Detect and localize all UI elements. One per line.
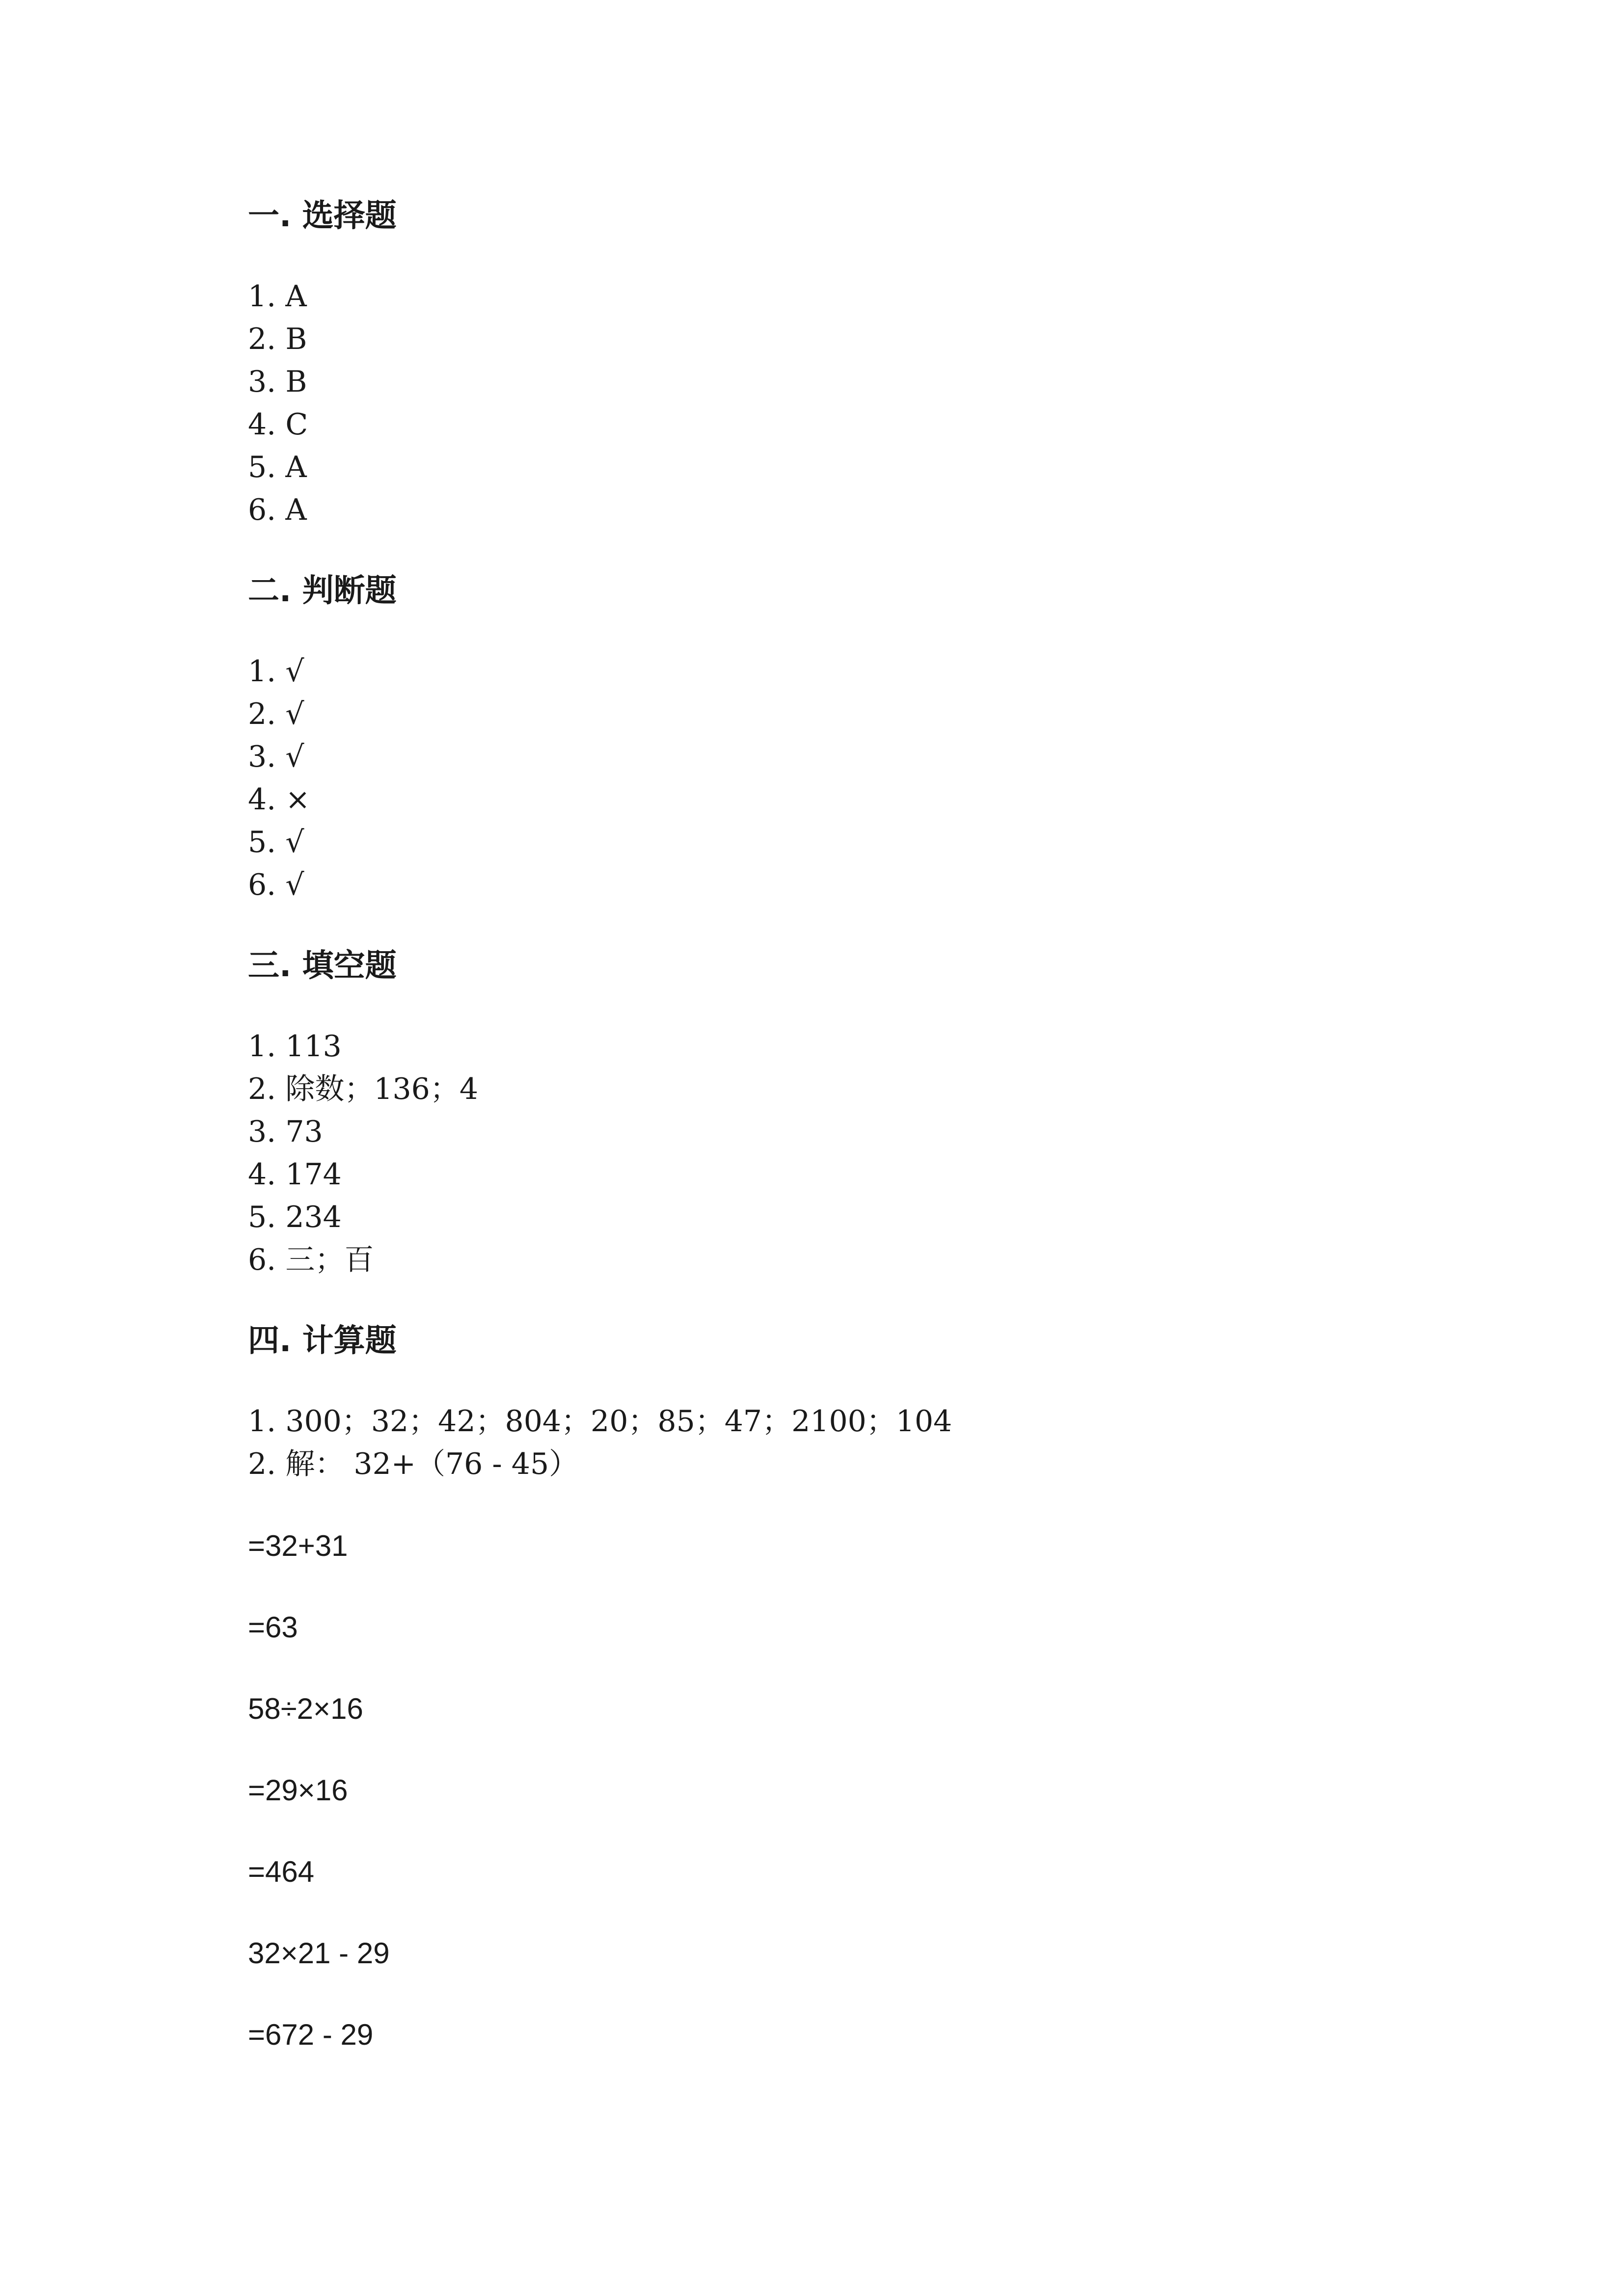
list-item: 1. 300；32；42；804；20；85；47；2100；104 xyxy=(248,1404,952,1439)
list-item: 6. 三；百 xyxy=(248,1243,374,1277)
choice-answers-list xyxy=(248,275,1426,532)
list-item: 2. √ xyxy=(248,697,304,731)
list-item: 5. A xyxy=(248,450,307,484)
section-title-judgment: 二. 判断题 xyxy=(248,573,397,609)
list-item: 3. √ xyxy=(248,740,304,774)
list-item: 2. B xyxy=(248,322,307,356)
list-item: 3. 73 xyxy=(248,1115,323,1149)
calc-step: =29×16 xyxy=(248,1774,348,1807)
calc-step: =32+31 xyxy=(248,1529,348,1562)
fill-blank-answers-list xyxy=(248,1025,1426,1281)
list-item: 1. √ xyxy=(248,654,304,689)
calc-step: =63 xyxy=(248,1611,298,1644)
list-item: 4. C xyxy=(248,407,308,442)
judgment-answers-list xyxy=(248,650,1426,907)
list-item: 1. A xyxy=(248,279,307,314)
list-item: 1. 113 xyxy=(248,1029,342,1064)
list-item: 4. × xyxy=(248,782,310,817)
list-item: 2. 解： 32+（76 - 45） xyxy=(248,1447,579,1481)
list-item: 5. 234 xyxy=(248,1200,342,1234)
list-item: 2. 除数；136；4 xyxy=(248,1072,479,1106)
section-title-choice: 一. 选择题 xyxy=(248,198,397,234)
list-item: 6. √ xyxy=(248,868,304,902)
list-item: 3. B xyxy=(248,365,307,399)
section-title-calculation: 四. 计算题 xyxy=(248,1323,397,1359)
calc-step: 58÷2×16 xyxy=(248,1692,363,1725)
calculation-answers-list xyxy=(248,1400,1426,1486)
calc-step: =464 xyxy=(248,1855,315,1888)
list-item: 5. √ xyxy=(248,825,304,859)
list-item: 4. 174 xyxy=(248,1157,342,1192)
answer-sheet xyxy=(248,194,1426,2056)
list-item: 6. A xyxy=(248,493,307,527)
calc-step: 32×21 - 29 xyxy=(248,1937,390,1970)
calc-step: =672 - 29 xyxy=(248,2018,374,2051)
section-title-fill-blank: 三. 填空题 xyxy=(248,948,397,984)
